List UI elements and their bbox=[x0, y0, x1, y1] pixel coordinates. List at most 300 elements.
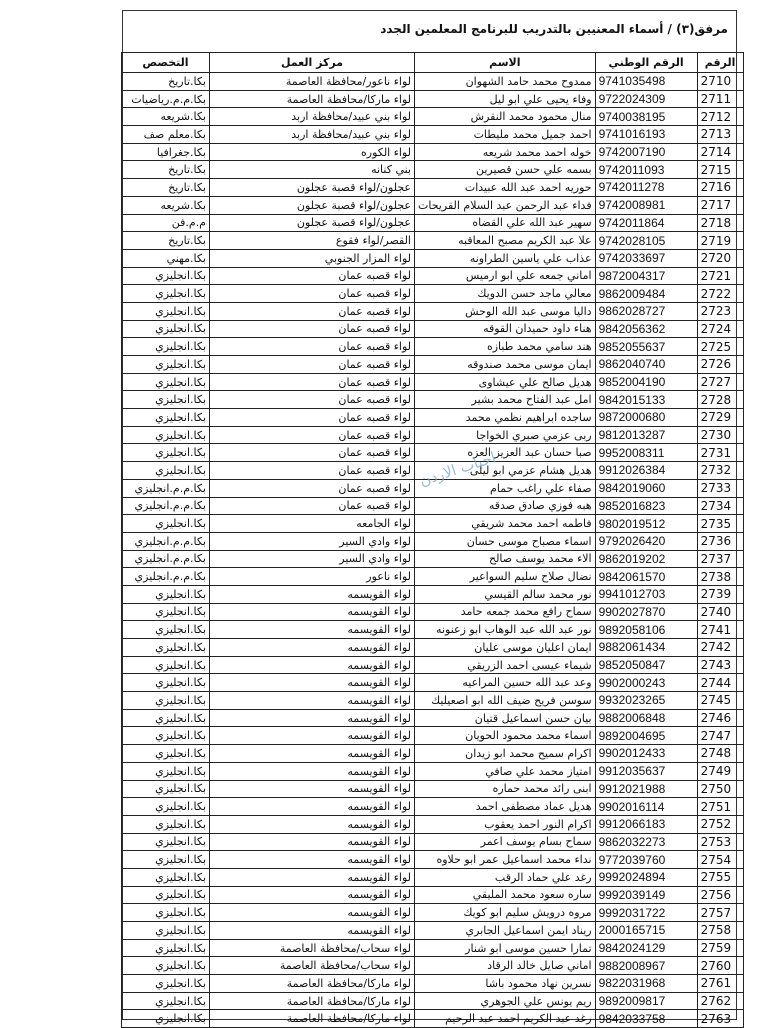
table-row bbox=[122, 780, 744, 798]
cell-name: علا عبد الكريم مصبح المعاقبه bbox=[415, 232, 596, 250]
table-row bbox=[122, 391, 744, 409]
cell-workplace: لواء سحاب/محافظة العاصمة bbox=[210, 957, 415, 975]
cell-number: 2726 bbox=[697, 356, 743, 374]
cell-name: اسماء مصباح موسى حسان bbox=[415, 532, 596, 550]
cell-national-id: 9892058106 bbox=[595, 621, 697, 639]
cell-number: 2750 bbox=[697, 780, 743, 798]
table-row bbox=[122, 868, 744, 886]
cell-specialization: بكا.م.م.انجليزي bbox=[122, 497, 210, 515]
cell-name: منال محمود محمد النقرش bbox=[415, 108, 596, 126]
table-row bbox=[122, 532, 744, 550]
cell-specialization: بكا.انجليزي bbox=[122, 709, 210, 727]
table-row bbox=[122, 621, 744, 639]
cell-name: الاء محمد يوسف صالح bbox=[415, 550, 596, 568]
cell-workplace: لواء القويسمه bbox=[210, 868, 415, 886]
cell-specialization: بكا.انجليزي bbox=[122, 939, 210, 957]
cell-number: 2738 bbox=[697, 568, 743, 586]
cell-number: 2729 bbox=[697, 409, 743, 427]
cell-name: اماني جمعه علي ابو ارميس bbox=[415, 267, 596, 285]
cell-workplace: لواء قصبه عمان bbox=[210, 338, 415, 356]
cell-national-id: 9862032273 bbox=[595, 833, 697, 851]
cell-number: 2732 bbox=[697, 462, 743, 480]
cell-national-id: 9792026420 bbox=[595, 532, 697, 550]
cell-national-id: 9842019060 bbox=[595, 479, 697, 497]
cell-specialization: بكا.انجليزي bbox=[122, 409, 210, 427]
cell-number: 2731 bbox=[697, 444, 743, 462]
cell-workplace: لواء قصبه عمان bbox=[210, 444, 415, 462]
cell-number: 2751 bbox=[697, 798, 743, 816]
cell-national-id: 9742011093 bbox=[595, 161, 697, 179]
table-row bbox=[122, 356, 744, 374]
cell-workplace: لواء القويسمه bbox=[210, 904, 415, 922]
cell-national-id: 9852050847 bbox=[595, 656, 697, 674]
cell-number: 2761 bbox=[697, 975, 743, 993]
cell-national-id: 9902027870 bbox=[595, 603, 697, 621]
cell-specialization: بكا.م.م.رياضيات bbox=[122, 90, 210, 108]
cell-specialization: بكا.انجليزي bbox=[122, 267, 210, 285]
cell-specialization: بكا.م.م.انجليزي bbox=[122, 479, 210, 497]
cell-name: هديل صالح علي عيشاوى bbox=[415, 373, 596, 391]
cell-specialization: بكا.معلم صف bbox=[122, 126, 210, 144]
cell-workplace: عجلون/لواء قصبة عجلون bbox=[210, 214, 415, 232]
cell-national-id: 9882008967 bbox=[595, 957, 697, 975]
cell-name: صبا حسان عبد العزيز العزه bbox=[415, 444, 596, 462]
cell-workplace: عجلون/لواء قصبة عجلون bbox=[210, 179, 415, 197]
header-name: الاسم bbox=[415, 53, 596, 73]
cell-number: 2749 bbox=[697, 762, 743, 780]
table-row bbox=[122, 373, 744, 391]
cell-name: نضال صلاح سليم السواعير bbox=[415, 568, 596, 586]
cell-national-id: 2000165715 bbox=[595, 922, 697, 940]
cell-national-id: 9952008311 bbox=[595, 444, 697, 462]
cell-national-id: 9862019202 bbox=[595, 550, 697, 568]
cell-workplace: لواء القويسمه bbox=[210, 692, 415, 710]
cell-national-id: 9852004190 bbox=[595, 373, 697, 391]
cell-workplace: القصر/لواء فقوع bbox=[210, 232, 415, 250]
cell-workplace: لواء قصبه عمان bbox=[210, 373, 415, 391]
cell-workplace: لواء ماركا/محافظة العاصمة bbox=[210, 90, 415, 108]
cell-workplace: لواء القويسمه bbox=[210, 798, 415, 816]
table-row bbox=[122, 338, 744, 356]
table-row bbox=[122, 267, 744, 285]
cell-workplace: بني كنانه bbox=[210, 161, 415, 179]
cell-name: ساره سعود محمد المليقي bbox=[415, 886, 596, 904]
cell-national-id: 9902012433 bbox=[595, 745, 697, 763]
cell-name: ريناد ايمن اسماعيل الجابري bbox=[415, 922, 596, 940]
table-row bbox=[122, 1010, 744, 1028]
cell-specialization: بكا.انجليزي bbox=[122, 1010, 210, 1028]
cell-specialization: م.م.فن bbox=[122, 214, 210, 232]
cell-national-id: 9862009484 bbox=[595, 285, 697, 303]
table-row bbox=[122, 939, 744, 957]
cell-workplace: لواء قصبه عمان bbox=[210, 409, 415, 427]
cell-specialization: بكا.انجليزي bbox=[122, 302, 210, 320]
cell-name: وفاء يحيى علي ابو ليل bbox=[415, 90, 596, 108]
cell-name: ايمان موسى محمد صندوقه bbox=[415, 356, 596, 374]
cell-national-id: 9842015133 bbox=[595, 391, 697, 409]
cell-name: سوسن فريح ضيف الله ابو اصعيليك bbox=[415, 692, 596, 710]
cell-number: 2746 bbox=[697, 709, 743, 727]
cell-number: 2714 bbox=[697, 143, 743, 161]
cell-specialization: بكا.م.م.انجليزي bbox=[122, 568, 210, 586]
cell-number: 2754 bbox=[697, 851, 743, 869]
cell-national-id: 9882061434 bbox=[595, 639, 697, 657]
cell-national-id: 9992039149 bbox=[595, 886, 697, 904]
cell-name: نور عبد الله عبد الوهاب ابو زعنونه bbox=[415, 621, 596, 639]
cell-specialization: بكا.انجليزي bbox=[122, 798, 210, 816]
table-row bbox=[122, 515, 744, 533]
cell-number: 2745 bbox=[697, 692, 743, 710]
cell-specialization: بكا.انجليزي bbox=[122, 621, 210, 639]
cell-workplace: لواء القويسمه bbox=[210, 780, 415, 798]
cell-name: اسماء محمد محمود الحويان bbox=[415, 727, 596, 745]
cell-specialization: بكا.انجليزي bbox=[122, 957, 210, 975]
cell-name: ريم يونس علي الجوهري bbox=[415, 992, 596, 1010]
cell-name: اكرام النور احمد يعقوب bbox=[415, 815, 596, 833]
cell-workplace: لواء قصبه عمان bbox=[210, 426, 415, 444]
cell-workplace: لواء المزار الجنوبي bbox=[210, 249, 415, 267]
cell-name: هناء داود حميدان القوقه bbox=[415, 320, 596, 338]
cell-specialization: بكا.انجليزي bbox=[122, 692, 210, 710]
cell-name: مروه درويش سليم ابو كويك bbox=[415, 904, 596, 922]
cell-national-id: 9842024129 bbox=[595, 939, 697, 957]
cell-workplace: لواء قصبه عمان bbox=[210, 320, 415, 338]
cell-number: 2720 bbox=[697, 249, 743, 267]
cell-workplace: لواء القويسمه bbox=[210, 639, 415, 657]
cell-specialization: بكا.انجليزي bbox=[122, 426, 210, 444]
cell-specialization: بكا.انجليزي bbox=[122, 762, 210, 780]
cell-number: 2723 bbox=[697, 302, 743, 320]
cell-number: 2740 bbox=[697, 603, 743, 621]
cell-workplace: لواء القويسمه bbox=[210, 674, 415, 692]
cell-specialization: بكا.انجليزي bbox=[122, 603, 210, 621]
cell-workplace: لواء وادي السير bbox=[210, 532, 415, 550]
cell-national-id: 9862040740 bbox=[595, 356, 697, 374]
cell-specialization: بكا.انجليزي bbox=[122, 780, 210, 798]
table-row bbox=[122, 108, 744, 126]
cell-specialization: بكا.انجليزي bbox=[122, 886, 210, 904]
cell-number: 2713 bbox=[697, 126, 743, 144]
cell-specialization: بكا.شريعه bbox=[122, 108, 210, 126]
table-row bbox=[122, 975, 744, 993]
cell-number: 2758 bbox=[697, 922, 743, 940]
cell-national-id: 9882006848 bbox=[595, 709, 697, 727]
cell-specialization: بكا.انجليزي bbox=[122, 373, 210, 391]
cell-workplace: لواء القويسمه bbox=[210, 621, 415, 639]
cell-specialization: بكا.انجليزي bbox=[122, 320, 210, 338]
cell-workplace: عجلون/لواء قصبة عجلون bbox=[210, 196, 415, 214]
cell-workplace: لواء القويسمه bbox=[210, 603, 415, 621]
cell-number: 2733 bbox=[697, 479, 743, 497]
cell-national-id: 9902016114 bbox=[595, 798, 697, 816]
cell-workplace: لواء وادي السير bbox=[210, 550, 415, 568]
cell-number: 2725 bbox=[697, 338, 743, 356]
cell-name: ربى عزمي صبري الخواجا bbox=[415, 426, 596, 444]
cell-name: سماح بسام يوسف اعمر bbox=[415, 833, 596, 851]
cell-specialization: بكا.انجليزي bbox=[122, 851, 210, 869]
cell-number: 2735 bbox=[697, 515, 743, 533]
cell-number: 2747 bbox=[697, 727, 743, 745]
table-row bbox=[122, 957, 744, 975]
cell-national-id: 9741035498 bbox=[595, 73, 697, 91]
cell-specialization: بكا.انجليزي bbox=[122, 356, 210, 374]
cell-workplace: لواء ناعور bbox=[210, 568, 415, 586]
header-workplace: مركز العمل bbox=[210, 53, 415, 73]
cell-number: 2730 bbox=[697, 426, 743, 444]
cell-specialization: بكا.انجليزي bbox=[122, 391, 210, 409]
cell-number: 2716 bbox=[697, 179, 743, 197]
cell-number: 2718 bbox=[697, 214, 743, 232]
cell-number: 2739 bbox=[697, 585, 743, 603]
cell-number: 2734 bbox=[697, 497, 743, 515]
cell-specialization: بكا.انجليزي bbox=[122, 462, 210, 480]
cell-national-id: 9742028105 bbox=[595, 232, 697, 250]
cell-national-id: 9772039760 bbox=[595, 851, 697, 869]
cell-national-id: 9822031968 bbox=[595, 975, 697, 993]
cell-name: سهير عبد الله علي القضاه bbox=[415, 214, 596, 232]
header-national-id: الرقم الوطني bbox=[595, 53, 697, 73]
cell-national-id: 9912035637 bbox=[595, 762, 697, 780]
cell-specialization: بكا.انجليزي bbox=[122, 992, 210, 1010]
cell-number: 2724 bbox=[697, 320, 743, 338]
cell-workplace: لواء القويسمه bbox=[210, 709, 415, 727]
cell-workplace: لواء القويسمه bbox=[210, 922, 415, 940]
table-row bbox=[122, 126, 744, 144]
cell-name: اماني صايل خالد الرقاد bbox=[415, 957, 596, 975]
cell-number: 2752 bbox=[697, 815, 743, 833]
cell-name: هند سامي محمد طبازه bbox=[415, 338, 596, 356]
table-row bbox=[122, 497, 744, 515]
cell-workplace: لواء ماركا/محافظة العاصمة bbox=[210, 975, 415, 993]
cell-national-id: 9742007190 bbox=[595, 143, 697, 161]
cell-national-id: 9852016823 bbox=[595, 497, 697, 515]
cell-name: ايمان اعليان موسى عليان bbox=[415, 639, 596, 657]
cell-specialization: بكا.انجليزي bbox=[122, 975, 210, 993]
cell-national-id: 9862028727 bbox=[595, 302, 697, 320]
cell-workplace: لواء القويسمه bbox=[210, 886, 415, 904]
table-row bbox=[122, 762, 744, 780]
cell-national-id: 9742011278 bbox=[595, 179, 697, 197]
cell-number: 2762 bbox=[697, 992, 743, 1010]
cell-national-id: 9842056362 bbox=[595, 320, 697, 338]
cell-number: 2712 bbox=[697, 108, 743, 126]
cell-workplace: لواء القويسمه bbox=[210, 833, 415, 851]
roster-table bbox=[121, 52, 744, 1028]
table-row bbox=[122, 550, 744, 568]
cell-number: 2727 bbox=[697, 373, 743, 391]
cell-name: فاطمه احمد محمد شريقي bbox=[415, 515, 596, 533]
cell-specialization: بكا.انجليزي bbox=[122, 815, 210, 833]
cell-specialization: بكا.انجليزي bbox=[122, 338, 210, 356]
cell-specialization: بكا.تاريخ bbox=[122, 161, 210, 179]
cell-national-id: 9722024309 bbox=[595, 90, 697, 108]
header-specialization: التخصص bbox=[122, 53, 210, 73]
cell-national-id: 9872004317 bbox=[595, 267, 697, 285]
cell-workplace: لواء قصبه عمان bbox=[210, 302, 415, 320]
table-row bbox=[122, 851, 744, 869]
cell-workplace: لواء القويسمه bbox=[210, 762, 415, 780]
cell-name: احمد جميل محمد مليطات bbox=[415, 126, 596, 144]
table-row bbox=[122, 444, 744, 462]
cell-name: ساجده ابراهيم نظمي محمد bbox=[415, 409, 596, 427]
cell-name: امل عبد الفتاح محمد بشير bbox=[415, 391, 596, 409]
table-row bbox=[122, 143, 744, 161]
cell-workplace: لواء القويسمه bbox=[210, 745, 415, 763]
cell-specialization: بكا.تاريخ bbox=[122, 179, 210, 197]
cell-name: هبه فوزي صادق صدقه bbox=[415, 497, 596, 515]
cell-specialization: بكا.انجليزي bbox=[122, 868, 210, 886]
cell-number: 2753 bbox=[697, 833, 743, 851]
table-row bbox=[122, 922, 744, 940]
cell-specialization: بكا.انجليزي bbox=[122, 674, 210, 692]
table-row bbox=[122, 249, 744, 267]
table-row bbox=[122, 585, 744, 603]
cell-national-id: 9742033697 bbox=[595, 249, 697, 267]
cell-specialization: بكا.انجليزي bbox=[122, 444, 210, 462]
cell-workplace: لواء ماركا/محافظة العاصمة bbox=[210, 1010, 415, 1028]
cell-national-id: 9941012703 bbox=[595, 585, 697, 603]
cell-national-id: 9872000680 bbox=[595, 409, 697, 427]
cell-workplace: لواء قصبه عمان bbox=[210, 497, 415, 515]
table-row bbox=[122, 798, 744, 816]
cell-name: بسمه علي حسن قصيرين bbox=[415, 161, 596, 179]
cell-workplace: لواء قصبه عمان bbox=[210, 391, 415, 409]
cell-workplace: لواء قصبه عمان bbox=[210, 479, 415, 497]
cell-specialization: بكا.شريعه bbox=[122, 196, 210, 214]
cell-number: 2743 bbox=[697, 656, 743, 674]
cell-national-id: 9742011864 bbox=[595, 214, 697, 232]
cell-name: سماح رافع محمد جمعه حامد bbox=[415, 603, 596, 621]
cell-national-id: 9912066183 bbox=[595, 815, 697, 833]
table-row bbox=[122, 73, 744, 91]
cell-name: معالي ماجد حسن الدويك bbox=[415, 285, 596, 303]
cell-name: رغد علي حماد الرقب bbox=[415, 868, 596, 886]
cell-name: عذاب علي ياسين الطراونه bbox=[415, 249, 596, 267]
cell-number: 2728 bbox=[697, 391, 743, 409]
cell-workplace: لواء قصبه عمان bbox=[210, 285, 415, 303]
cell-specialization: بكا.تاريخ bbox=[122, 232, 210, 250]
table-row bbox=[122, 833, 744, 851]
cell-national-id: 9912026384 bbox=[595, 462, 697, 480]
cell-number: 2755 bbox=[697, 868, 743, 886]
cell-name: داليا موسى عبد الله الوحش bbox=[415, 302, 596, 320]
table-row bbox=[122, 90, 744, 108]
cell-name: هديل عماد مصطفى احمد bbox=[415, 798, 596, 816]
cell-name: نداء محمد اسماعيل عمر ابو حلاوه bbox=[415, 851, 596, 869]
document-title: مرفق(٣) / أسماء المعنيين بالتدريب للبرنامج المعلمين الجدد bbox=[380, 22, 728, 36]
cell-workplace: لواء القويسمه bbox=[210, 851, 415, 869]
cell-specialization: بكا.انجليزي bbox=[122, 922, 210, 940]
cell-workplace: لواء ناعور/محافظة العاصمة bbox=[210, 73, 415, 91]
cell-number: 2763 bbox=[697, 1010, 743, 1028]
cell-number: 2737 bbox=[697, 550, 743, 568]
cell-national-id: 9741016193 bbox=[595, 126, 697, 144]
cell-specialization: بكا.جغرافيا bbox=[122, 143, 210, 161]
cell-number: 2711 bbox=[697, 90, 743, 108]
cell-specialization: بكا.انجليزي bbox=[122, 656, 210, 674]
table-row bbox=[122, 727, 744, 745]
cell-specialization: بكا.م.م.انجليزي bbox=[122, 532, 210, 550]
cell-workplace: لواء بني عبيد/محافظة اربد bbox=[210, 126, 415, 144]
cell-number: 2717 bbox=[697, 196, 743, 214]
cell-number: 2741 bbox=[697, 621, 743, 639]
cell-specialization: بكا.انجليزي bbox=[122, 833, 210, 851]
cell-number: 2715 bbox=[697, 161, 743, 179]
cell-number: 2757 bbox=[697, 904, 743, 922]
cell-specialization: بكا.مهني bbox=[122, 249, 210, 267]
cell-national-id: 9852055637 bbox=[595, 338, 697, 356]
table-row bbox=[122, 179, 744, 197]
cell-workplace: لواء سحاب/محافظة العاصمة bbox=[210, 939, 415, 957]
cell-specialization: بكا.انجليزي bbox=[122, 904, 210, 922]
cell-number: 2742 bbox=[697, 639, 743, 657]
cell-specialization: بكا.م.م.انجليزي bbox=[122, 550, 210, 568]
table-row bbox=[122, 232, 744, 250]
table-row bbox=[122, 196, 744, 214]
table-body bbox=[122, 73, 744, 1028]
cell-number: 2722 bbox=[697, 285, 743, 303]
cell-number: 2710 bbox=[697, 73, 743, 91]
cell-national-id: 9892009817 bbox=[595, 992, 697, 1010]
header-number: الرقم bbox=[697, 53, 743, 73]
table-header-row bbox=[122, 53, 744, 73]
cell-specialization: بكا.انجليزي bbox=[122, 727, 210, 745]
cell-specialization: بكا.انجليزي bbox=[122, 285, 210, 303]
cell-workplace: لواء ماركا/محافظة العاصمة bbox=[210, 992, 415, 1010]
table-row bbox=[122, 745, 744, 763]
cell-national-id: 9932023265 bbox=[595, 692, 697, 710]
table-row bbox=[122, 302, 744, 320]
cell-workplace: لواء القويسمه bbox=[210, 656, 415, 674]
cell-workplace: لواء الكوره bbox=[210, 143, 415, 161]
cell-name: هديل هشام عزمي ابو ليلى bbox=[415, 462, 596, 480]
cell-name: صفاء علي راغب حمام bbox=[415, 479, 596, 497]
cell-name: وعد عبد الله حسين المراعيه bbox=[415, 674, 596, 692]
cell-name: شيماء عيسى احمد الزريقي bbox=[415, 656, 596, 674]
cell-name: حوريه احمد عبد الله عبيدات bbox=[415, 179, 596, 197]
cell-number: 2748 bbox=[697, 745, 743, 763]
cell-national-id: 9812013287 bbox=[595, 426, 697, 444]
cell-name: بيان حسن اسماعيل قتيان bbox=[415, 709, 596, 727]
table-row bbox=[122, 409, 744, 427]
cell-name: امتياز محمد علي صافي bbox=[415, 762, 596, 780]
watermark-text: احباب الاردن bbox=[417, 448, 498, 490]
cell-national-id: 9992024894 bbox=[595, 868, 697, 886]
cell-workplace: لواء القويسمه bbox=[210, 727, 415, 745]
cell-national-id: 9842033758 bbox=[595, 1010, 697, 1028]
table-row bbox=[122, 285, 744, 303]
cell-workplace: لواء قصبه عمان bbox=[210, 267, 415, 285]
cell-name: نور محمد سالم القيسي bbox=[415, 585, 596, 603]
cell-specialization: بكا.انجليزي bbox=[122, 639, 210, 657]
cell-workplace: لواء القويسمه bbox=[210, 815, 415, 833]
cell-name: اكرام سميح محمد ابو زيدان bbox=[415, 745, 596, 763]
table-row bbox=[122, 992, 744, 1010]
cell-name: ممدوح محمد حامد الشهوان bbox=[415, 73, 596, 91]
cell-number: 2756 bbox=[697, 886, 743, 904]
cell-name: ابنى رائد محمد حماره bbox=[415, 780, 596, 798]
cell-number: 2759 bbox=[697, 939, 743, 957]
table-row bbox=[122, 815, 744, 833]
cell-name: تمارا حسين موسى ابو شنار bbox=[415, 939, 596, 957]
table-row bbox=[122, 214, 744, 232]
table-row bbox=[122, 320, 744, 338]
cell-number: 2721 bbox=[697, 267, 743, 285]
table-row bbox=[122, 692, 744, 710]
cell-national-id: 9992031722 bbox=[595, 904, 697, 922]
cell-number: 2736 bbox=[697, 532, 743, 550]
cell-name: رغد عبد الكريم احمد عبد الرحيم bbox=[415, 1010, 596, 1028]
